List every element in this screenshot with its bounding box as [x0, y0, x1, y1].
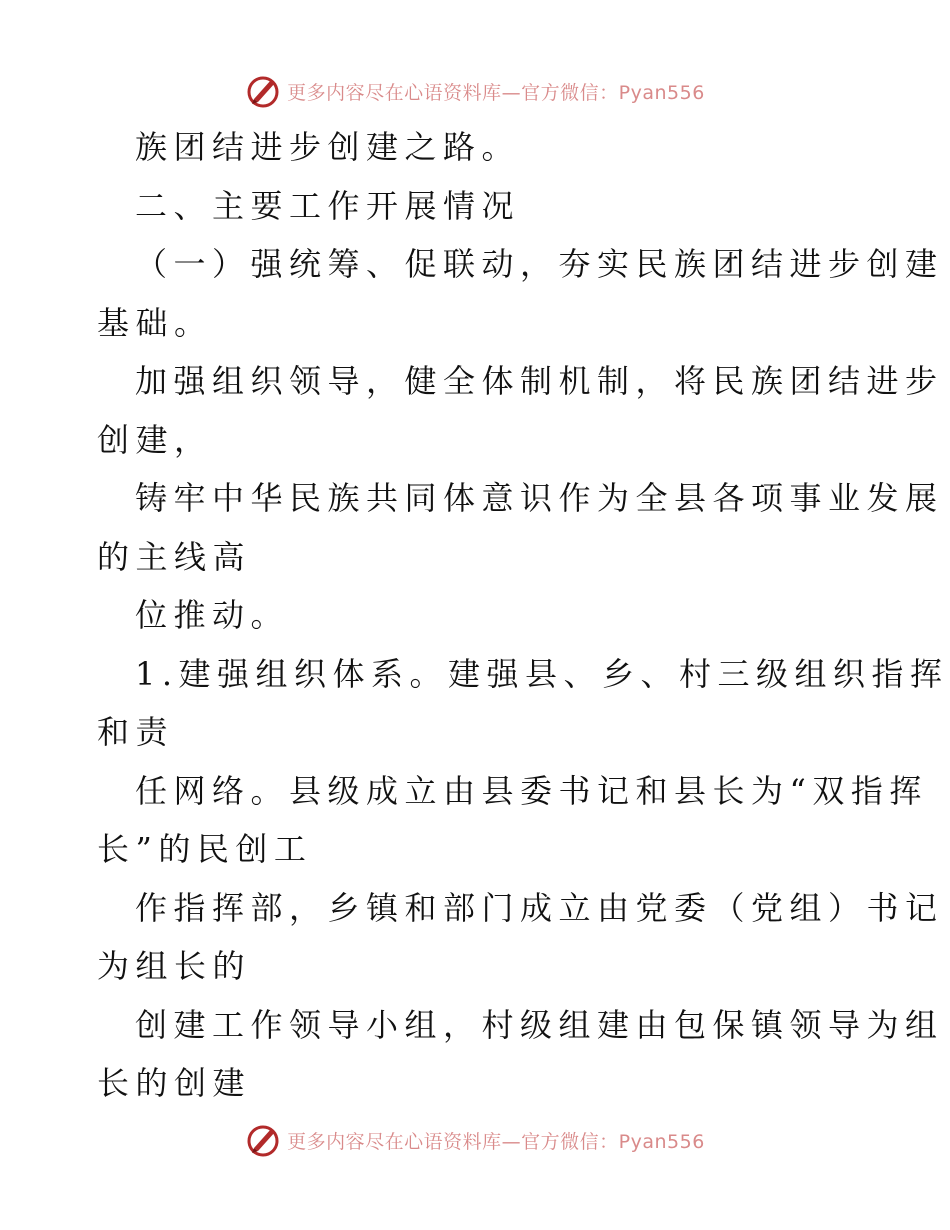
text-line: 作指挥部，乡镇和部门成立由党委（党组）书记 — [135, 888, 944, 927]
text-line: 的主线高 — [97, 537, 252, 576]
pen-circle-logo-icon — [245, 1122, 281, 1158]
document-body — [97, 118, 949, 1113]
watermark-footer — [0, 1120, 950, 1160]
text-line: 加强组织领导，健全体制机制，将民族团结进步 — [135, 362, 944, 400]
watermark-text: 更多内容尽在心语资料库—官方微信：Pyan556 — [287, 81, 705, 104]
text-line: 二、主要工作开展情况 — [135, 186, 521, 225]
text-line: 基础。 — [97, 303, 213, 342]
text-line: 位推动。 — [135, 596, 290, 634]
text-line: 长的创建 — [97, 1064, 252, 1102]
watermark-text: 更多内容尽在心语资料库—官方微信：Pyan556 — [287, 1130, 705, 1153]
text-line: 长”的民创工 — [97, 830, 313, 868]
text-line: 任网络。县级成立由县委书记和县长为“双指挥 — [135, 771, 928, 810]
text-line: （一）强统筹、促联动，夯实民族团结进步创建 — [135, 245, 944, 283]
text-line: 创建， — [97, 420, 213, 459]
watermark-header — [0, 71, 950, 111]
text-line: 为组长的 — [97, 947, 252, 985]
text-line: 创建工作领导小组，村级组建由包保镇领导为组 — [135, 1005, 944, 1044]
text-line: 和责 — [97, 713, 175, 751]
pen-circle-logo-icon — [245, 73, 281, 109]
text-line: 族团结进步创建之路。 — [135, 128, 521, 166]
text-line: 铸牢中华民族共同体意识作为全县各项事业发展 — [135, 479, 944, 517]
text-line: 1.建强组织体系。建强县、乡、村三级组织指挥 — [135, 654, 949, 693]
